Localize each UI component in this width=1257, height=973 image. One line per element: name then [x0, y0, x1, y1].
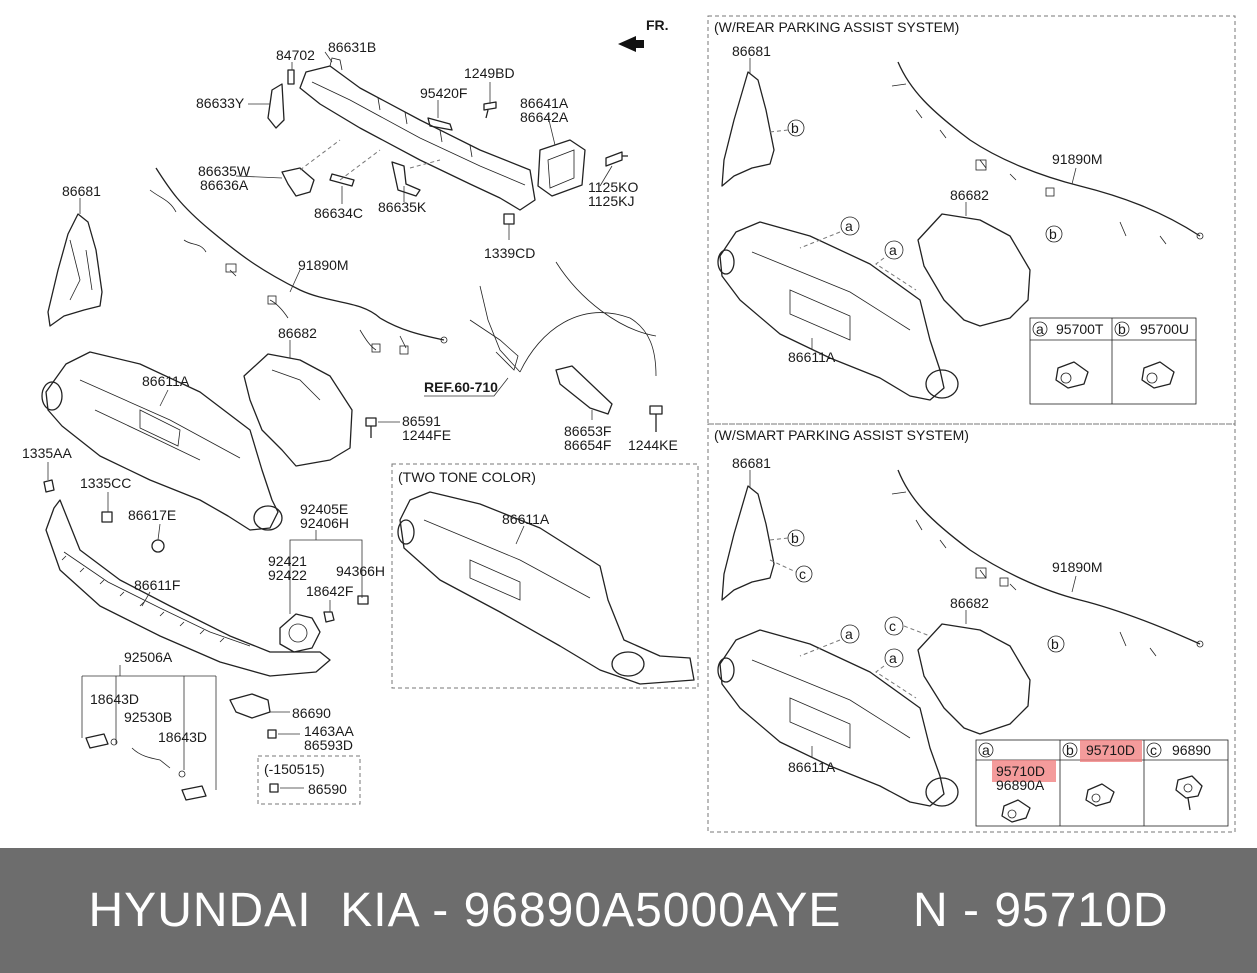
smart-assist-callout-a-1-text: a [845, 626, 853, 642]
part-number-banner-text: HYUNDAI KIA - 96890A5000AYE N - 95710D [88, 884, 1169, 937]
front-label: FR. [646, 17, 669, 33]
label-86642A: 86642A [520, 109, 569, 125]
rear-table-key-a: a [1036, 321, 1044, 337]
label-86593D: 86593D [304, 737, 354, 753]
label-86633Y: 86633Y [196, 95, 245, 111]
smart-table-part-96890A: 96890A [996, 777, 1045, 793]
sensor-icon-95700U [1142, 362, 1174, 388]
rear-assist-label-86611A: 86611A [788, 349, 836, 365]
smart-assist-label-86682: 86682 [950, 595, 989, 611]
smart-table-part-96890: 96890 [1172, 742, 1211, 758]
part-number-banner [0, 848, 1257, 973]
label-91890M: 91890M [298, 257, 349, 273]
label-86635K: 86635K [378, 199, 427, 215]
label-1463AA: 1463AA [304, 723, 354, 739]
screw-86590 [270, 784, 278, 792]
clip-1335AA [44, 480, 54, 492]
label-86631B: 86631B [328, 39, 377, 55]
reflex-lamp-92405E [280, 614, 320, 652]
smart-assist-title: (W/SMART PARKING ASSIST SYSTEM) [714, 427, 969, 443]
two-tone-title: (TWO TONE COLOR) [398, 469, 536, 485]
label-92405E: 92405E [300, 501, 349, 517]
rear-assist-callout-a-1-text: a [845, 218, 853, 234]
rear-table-key-b: b [1118, 321, 1126, 337]
smart-table-key-c: c [1150, 742, 1157, 758]
smart-assist-label-91890M: 91890M [1052, 559, 1103, 575]
label-1335AA: 1335AA [22, 445, 72, 461]
label-86653F: 86653F [564, 423, 612, 439]
smart-table-part-95710D-a: 95710D [996, 763, 1046, 779]
label-18642F: 18642F [306, 583, 354, 599]
smart-assist-callout-c-2-text: c [889, 618, 896, 634]
smart-table-key-b: b [1066, 742, 1074, 758]
two-tone-label-86611A: 86611A [502, 511, 550, 527]
label-18643D-a: 18643D [90, 691, 140, 707]
label-1244KE: 1244KE [628, 437, 678, 453]
label-variant-150515: (-150515) [264, 761, 325, 777]
screw-1463AA [268, 730, 276, 738]
label-18643D-b: 18643D [158, 729, 208, 745]
side-bracket-86681 [48, 214, 102, 326]
label-1335CC: 1335CC [80, 475, 132, 491]
rear-assist-callout-b-1-text: b [791, 120, 799, 136]
smart-assist-callout-c-1-text: c [799, 566, 806, 582]
label-92421: 92421 [268, 553, 307, 569]
label-1125KO: 1125KO [588, 179, 639, 195]
clip-84702 [288, 70, 294, 84]
bulb-94366H [358, 596, 368, 604]
label-86617E: 86617E [128, 507, 177, 523]
label-92530B: 92530B [124, 709, 173, 725]
reference-label: REF.60-710 [424, 379, 498, 395]
sensor-icon-96890 [1176, 776, 1202, 810]
front-direction-arrow-icon [618, 36, 644, 52]
rear-assist-label-91890M: 91890M [1052, 151, 1103, 167]
label-86641A: 86641A [520, 95, 569, 111]
clip-95420F [428, 118, 452, 130]
label-1244FE: 1244FE [402, 427, 452, 443]
bolt-1249BD [484, 102, 496, 118]
label-86681: 86681 [62, 183, 101, 199]
smart-table-part-95710D-b: 95710D [1086, 742, 1136, 758]
label-92506A: 92506A [124, 649, 173, 665]
sensor-icon-95710D-b [1086, 784, 1114, 806]
smart-table-key-a: a [982, 742, 990, 758]
label-86635W: 86635W [198, 163, 251, 179]
clip-86634C [330, 174, 354, 186]
label-1125KJ: 1125KJ [588, 193, 635, 209]
rear-assist-bracket-86681 [722, 72, 774, 186]
sensor-icon-95700T [1056, 362, 1088, 388]
license-lamp-right [182, 786, 206, 800]
bolt-1244KE [650, 406, 662, 432]
label-86634C: 86634C [314, 205, 364, 221]
smart-assist-corner-86682 [918, 624, 1030, 734]
bracket-86635K [392, 162, 420, 196]
rear-assist-label-86682: 86682 [950, 187, 989, 203]
corner-panel-86682 [244, 354, 352, 466]
bracket-86641A [538, 140, 585, 196]
bracket-86653F [556, 366, 612, 414]
bulb-18642F [324, 612, 334, 622]
bolt-1125KO [606, 152, 628, 166]
rear-table-part-95700T: 95700T [1056, 321, 1104, 337]
sensor-icon-95710D-a [1002, 800, 1030, 822]
label-1249BD: 1249BD [464, 65, 515, 81]
smart-assist-callout-a-2-text: a [889, 650, 897, 666]
label-86690: 86690 [292, 705, 331, 721]
cover-86690 [230, 694, 270, 718]
label-86591: 86591 [402, 413, 441, 429]
smart-assist-callout-b-2-text: b [1051, 636, 1059, 652]
label-86654F: 86654F [564, 437, 612, 453]
rear-assist-callout-a-2-text: a [889, 242, 897, 258]
label-86611F: 86611F [134, 577, 181, 593]
bracket-86635W [282, 168, 314, 196]
two-tone-box [392, 464, 698, 688]
label-95420F: 95420F [420, 85, 468, 101]
rear-assist-corner-86682 [918, 214, 1030, 326]
rear-table-part-95700U: 95700U [1140, 321, 1190, 337]
smart-assist-bumper-86611A [718, 630, 958, 806]
label-86611A: 86611A [142, 373, 190, 389]
bracket-86633Y [268, 84, 284, 128]
smart-assist-bracket-86681 [722, 486, 774, 600]
label-1339CD: 1339CD [484, 245, 536, 261]
rear-assist-bumper-86611A [718, 222, 958, 400]
label-84702: 84702 [276, 47, 315, 63]
lower-diffuser-86611F [46, 500, 330, 676]
screw-86591 [366, 418, 376, 438]
smart-assist-label-86681: 86681 [732, 455, 771, 471]
label-86682: 86682 [278, 325, 317, 341]
label-94366H: 94366H [336, 563, 386, 579]
rear-assist-callout-b-2-text: b [1049, 226, 1057, 242]
label-86590: 86590 [308, 781, 347, 797]
rear-assist-label-86681: 86681 [732, 43, 771, 59]
nut-1339CD [504, 214, 514, 224]
label-86636A: 86636A [200, 177, 249, 193]
label-92406H: 92406H [300, 515, 350, 531]
cap-86617E [152, 540, 164, 552]
smart-assist-callout-b-1-text: b [791, 530, 799, 546]
rear-assist-title: (W/REAR PARKING ASSIST SYSTEM) [714, 19, 960, 35]
body-reference-outline [470, 262, 656, 376]
clip-1335CC [102, 512, 112, 522]
smart-assist-label-86611A: 86611A [788, 759, 836, 775]
license-lamp-left [86, 734, 108, 748]
lamp-wiring [132, 748, 170, 768]
label-92422: 92422 [268, 567, 307, 583]
